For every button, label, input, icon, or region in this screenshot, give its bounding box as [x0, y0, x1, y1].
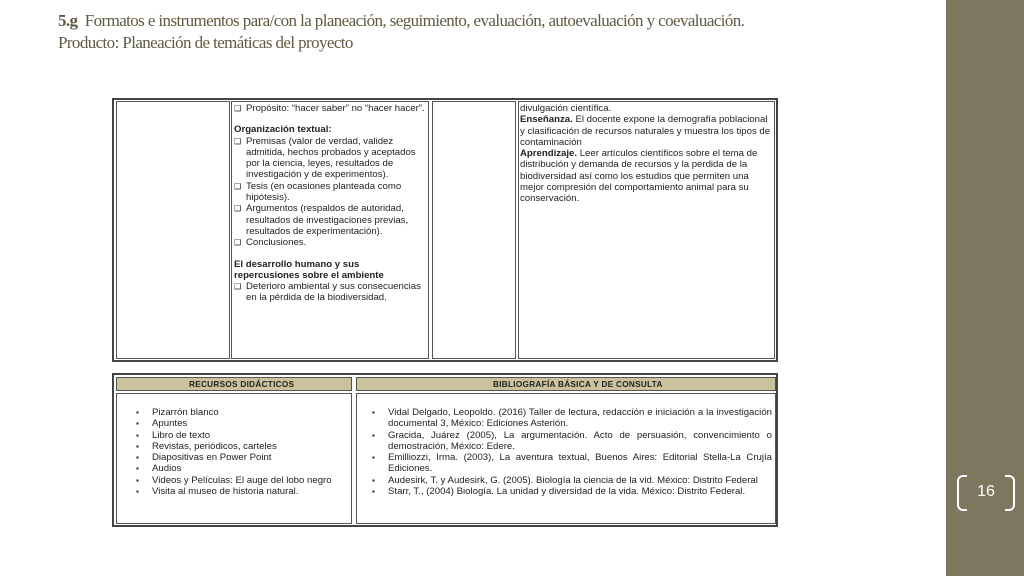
activity-line: divulgación científica.	[520, 103, 612, 114]
title-number: 5.g	[58, 11, 78, 30]
bullet-icon: ▪	[372, 475, 375, 485]
list-item: ▪ Gracida, Juárez (2005), La argumentación. Acto de persuasión, convencimiento o demostración, México: Edere.	[372, 429, 772, 452]
content-column	[234, 103, 426, 304]
list-item: ▪ Libro de texto	[136, 429, 211, 441]
page-number-text: 16	[977, 483, 995, 500]
bullet-icon: ▪	[372, 430, 375, 440]
list-item: ▪ Visita al museo de historia natural.	[136, 486, 299, 498]
list-item: ▪ Starr, T., (2004) Biología. La unidad y diversidad de la vida. México: Distrito Federal.	[372, 486, 746, 498]
activities-column	[520, 103, 772, 205]
title-text: Formatos e instrumentos para/con la planeación, seguimiento, evaluación, autoevaluación y coevaluación.	[84, 11, 745, 30]
checkbox-bullet-icon: ❑	[234, 136, 242, 146]
list-item: ❑ Argumentos (respaldos de autoridad, resultados de investigaciones previas, resultados de experimentación).	[234, 203, 409, 237]
bullet-icon: ▪	[136, 441, 139, 451]
checkbox-bullet-icon: ❑	[234, 181, 242, 191]
org-heading: Organización textual:	[234, 124, 332, 136]
bullet-icon: ▪	[372, 408, 375, 417]
aprendizaje-paragraph: Aprendizaje. Leer artículos científicos sobre el tema de distribución y demanda de recursos y la perdida de la biodiversidad así como los estudios que permiten una mejor compresión del comportamiento animal para su conservación.	[520, 148, 758, 205]
bullet-icon: ▪	[136, 464, 139, 474]
list-item: ▪ Audios	[136, 463, 182, 475]
plan-table-cell-3	[432, 101, 516, 359]
plan-table-cell-1	[116, 101, 230, 359]
checkbox-bullet-icon: ❑	[234, 282, 242, 292]
bullet-icon: ▪	[372, 487, 375, 497]
list-item: ❑ Tesis (en ocasiones planteada como hipótesis).	[234, 180, 402, 204]
recursos-header: RECURSOS DIDÁCTICOS	[116, 377, 352, 391]
bullet-icon: ▪	[136, 408, 139, 417]
list-item: ▪ Audesirk, T. y Audesirk, G. (2005). Biología la ciencia de la vid. México: Distrito Federal	[372, 474, 758, 486]
ensenanza-paragraph: Enseñanza. El docente expone la demografía poblacional y clasificación de recursos naturales y muestra los tipos de contaminación	[520, 114, 771, 148]
checkbox-bullet-icon: ❑	[234, 204, 242, 214]
bullet-icon: ▪	[136, 430, 139, 440]
right-brace-icon	[1005, 475, 1015, 511]
list-item: ▪ Revistas, periódicos, carteles	[136, 440, 277, 452]
bullet-icon: ▪	[372, 453, 375, 463]
list-item: ❑ Conclusiones.	[234, 237, 307, 249]
checkbox-bullet-icon: ❑	[234, 104, 242, 113]
biblio-list	[372, 407, 772, 497]
list-item: ▪ Pizarrón blanco	[136, 407, 219, 418]
list-item: ❑ Propósito: “hacer saber” no “hacer hacer”.	[234, 103, 425, 114]
slide-subtitle: Producto: Planeación de temáticas del proyecto	[58, 33, 353, 52]
bullet-icon: ▪	[136, 475, 139, 485]
bullet-icon: ▪	[136, 487, 139, 497]
recursos-list	[136, 407, 348, 497]
slide-title	[58, 10, 938, 54]
bullet-icon: ▪	[136, 419, 139, 429]
list-item: ▪ Diapositivas en Power Point	[136, 452, 272, 464]
list-item: ▪ Emilliozzi, Irma. (2003), La aventura textual, Buenos Aires: Editorial Stella-La Crujía Ediciones.	[372, 452, 772, 475]
list-item: ❑ Deterioro ambiental y sus consecuencias en la pérdida de la biodiversidad.	[234, 281, 421, 304]
bullet-icon: ▪	[136, 453, 139, 463]
list-item: ▪ Vidal Delgado, Leopoldo. (2016) Taller de lectura, redacción e iniciación a la investigación documental 3, México: Ediciones Asterión.	[372, 407, 772, 430]
page-number	[957, 475, 1015, 509]
checkbox-bullet-icon: ❑	[234, 238, 242, 248]
left-brace-icon	[957, 475, 967, 511]
development-heading: El desarrollo humano y sus repercusiones sobre el ambiente	[234, 258, 384, 281]
list-item: ▪ Apuntes	[136, 418, 188, 430]
list-item: ▪ Videos y Películas: El auge del lobo negro	[136, 474, 332, 486]
biblio-header: BIBLIOGRAFÍA BÁSICA Y DE CONSULTA	[356, 377, 776, 391]
list-item: ❑ Premisas (valor de verdad, validez admitida, hechos probados y aceptados por la ciencia, leyes, resultados de investigación y de experimentos).	[234, 135, 416, 181]
